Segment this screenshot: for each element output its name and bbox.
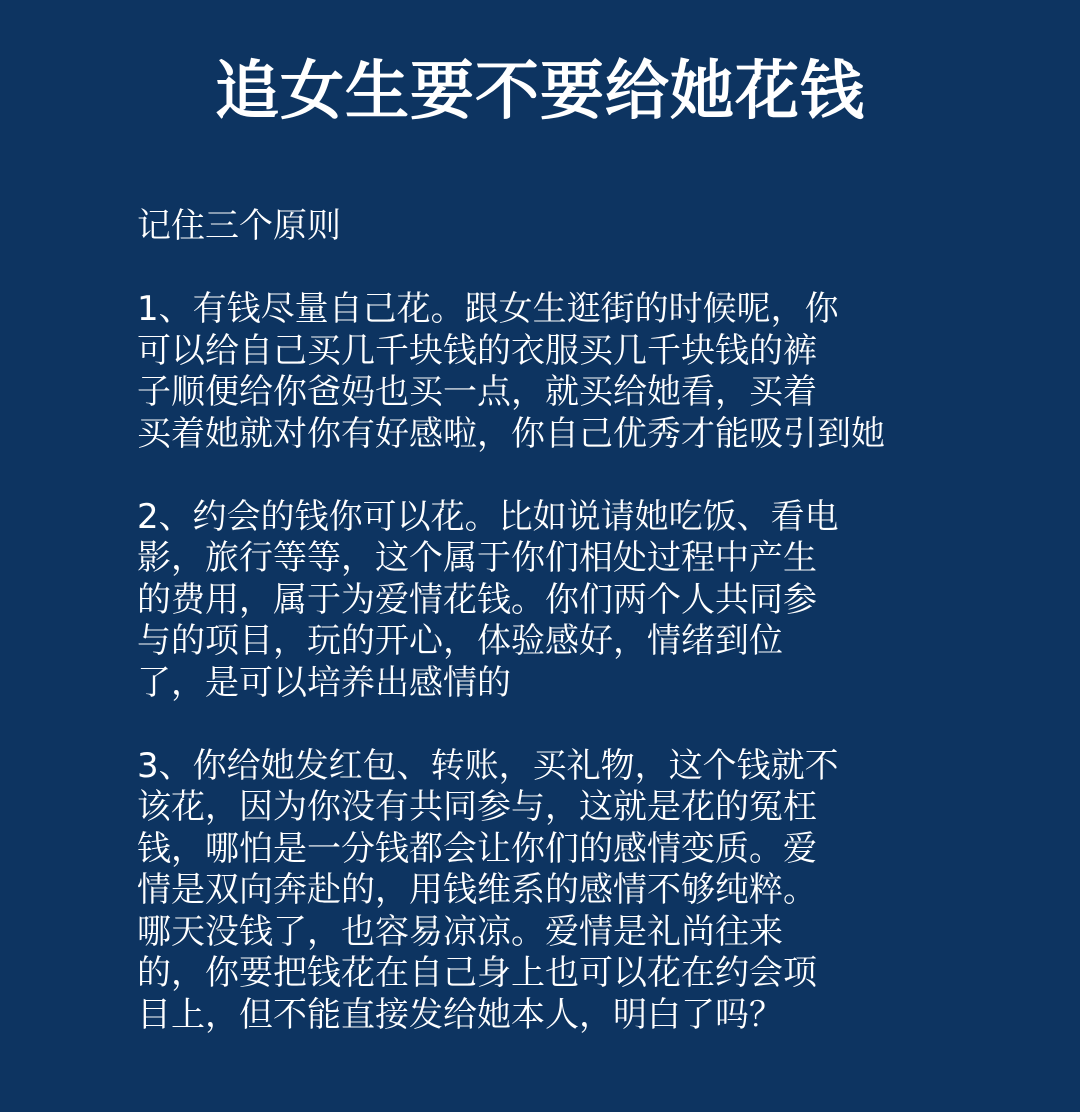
paragraph-gap (137, 455, 957, 497)
principle-2 (137, 497, 957, 705)
text-line: 目上，但不能直接发给她本人，明白了吗？ (137, 994, 783, 1035)
paragraph-gap (137, 704, 957, 746)
text-line: 的费用，属于为爱情花钱。你们两个人共同参 (137, 579, 817, 620)
principle-3 (137, 746, 957, 1037)
paragraph-gap (137, 248, 957, 290)
text-line: 可以给自己买几千块钱的衣服买几千块钱的裤 (137, 330, 817, 371)
text-line: 钱，哪怕是一分钱都会让你们的感情变质。爱 (137, 828, 817, 869)
text-line: 1、有钱尽量自己花。跟女生逛街的时候呢，你 (137, 289, 839, 329)
text-line: 子顺便给你爸妈也买一点，就买给她看，买着 (137, 372, 817, 412)
principle-1 (137, 289, 957, 455)
section-heading: 记住三个原则 (137, 206, 341, 246)
text-line: 影，旅行等等，这个属于你们相处过程中产生 (137, 538, 817, 578)
article-body (137, 206, 957, 1036)
text-line: 2、约会的钱你可以花。比如说请她吃饭、看电 (137, 496, 839, 537)
text-line: 与的项目，玩的开心，体验感好，情绪到位 (137, 621, 783, 661)
text-line: 的，你要把钱花在自己身上也可以花在约会项 (137, 953, 817, 993)
text-line: 哪天没钱了，也容易凉凉。爱情是礼尚往来 (137, 911, 783, 952)
text-line: 了，是可以培养出感情的 (137, 662, 511, 703)
text-line: 情是双向奔赴的，用钱维系的感情不够纯粹。 (137, 870, 817, 910)
text-line: 该花，因为你没有共同参与，这就是花的冤枉 (137, 787, 817, 827)
page-title: 追女生要不要给她花钱 (215, 55, 865, 129)
text-line: 3、你给她发红包、转账，买礼物，这个钱就不 (137, 745, 839, 786)
text-line: 买着她就对你有好感啦，你自己优秀才能吸引到她 (137, 413, 885, 454)
